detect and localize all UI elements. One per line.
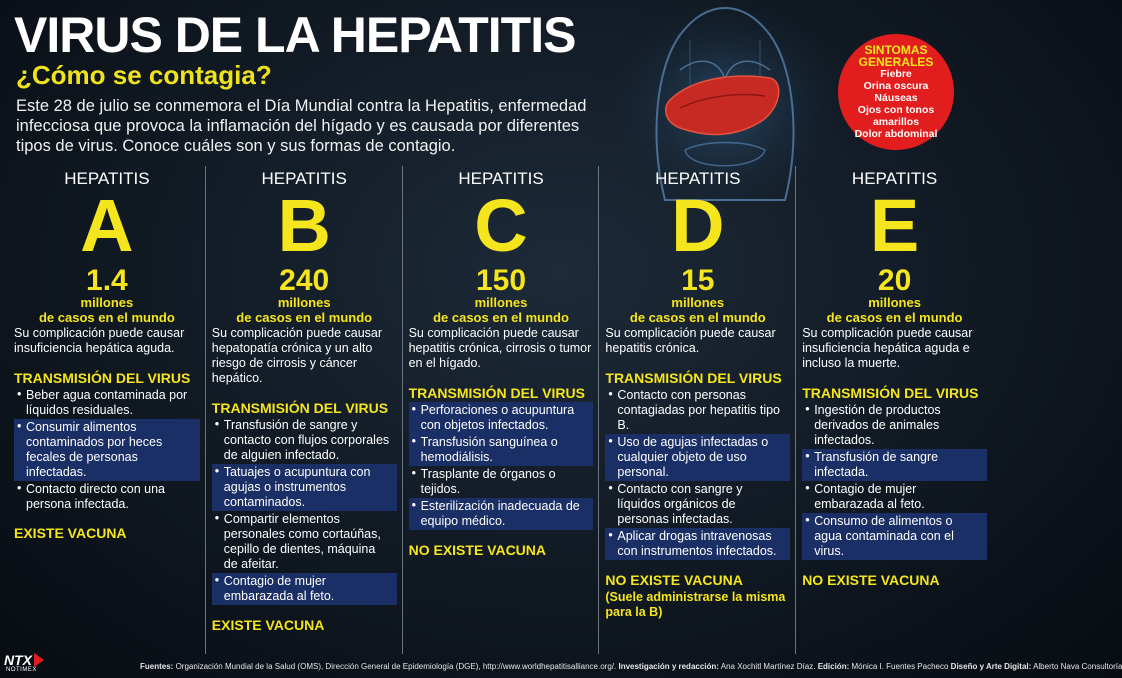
symptom-item: Orina oscura [863, 80, 929, 92]
transmission-item: • Consumir alimentos contaminados por heces fecales de personas infectadas. [14, 419, 200, 481]
transmission-title: TRANSMISIÓN DEL VIRUS [14, 370, 191, 386]
transmission-title: TRANSMISIÓN DEL VIRUS [802, 385, 979, 401]
hepatitis-letter: E [869, 184, 920, 267]
hepatitis-label: HEPATITIS [261, 169, 347, 188]
vaccine-status: EXISTE VACUNA [211, 617, 325, 633]
transmission-item: • Contacto con personas contagiadas por hepatitis tipo B. [605, 387, 790, 434]
transmission-item: • Transfusión de sangre y contacto con flujos corporales de alguien infectado. [212, 417, 397, 464]
complication-text: Su complicación puede causar hepatitis crónica. [605, 326, 776, 355]
complication-text: Su complicación puede causar insuficiencia hepática aguda. [14, 326, 185, 355]
transmission-item: • Transfusión de sangre infectada. [802, 449, 987, 481]
sources-text: Organización Mundial de la Salud (OMS), Dirección General de Epidemiología (DGE), http://www.worldhepatitisalliance.org/. [175, 662, 617, 671]
hepatitis-label: HEPATITIS [851, 169, 938, 188]
cases-number: 150 [475, 264, 527, 297]
transmission-title: TRANSMISIÓN DEL VIRUS [408, 385, 585, 401]
transmission-item: • Contacto con sangre y líquidos orgánicos de personas infectadas. [605, 481, 790, 528]
transmission-item: • Contagio de mujer embarazada al feto. [802, 481, 987, 513]
credits-line [140, 662, 1122, 671]
transmission-item: • Ingestión de productos derivados de animales infectados. [802, 402, 987, 449]
transmission-item: • Consumo de alimentos o agua contaminada con el virus. [802, 513, 987, 560]
hepatitis-label: HEPATITIS [458, 169, 544, 188]
hepatitis-letter: C [474, 184, 528, 267]
transmission-item: • Compartir elementos personales como cortaúñas, cepillo de dientes, máquina de afeitar. [212, 511, 397, 573]
column-hepatitis-e [795, 166, 992, 654]
research-text: Ana Xochitl Martínez Díaz. [720, 662, 816, 671]
vaccine-status: NO EXISTE VACUNA [802, 572, 940, 588]
cases-text: de casos en el mundo [38, 310, 175, 325]
research-label: Investigación y redacción: [618, 662, 719, 671]
complication-text: Su complicación puede causar insuficiencia hepática aguda e incluso la muerte. [802, 326, 973, 370]
cases-unit: millones [474, 295, 528, 310]
symptom-item: Ojos con tonos amarillos [857, 104, 935, 128]
transmission-item: • Perforaciones o acupuntura con objetos infectados. [409, 402, 594, 434]
cases-number: 15 [681, 264, 715, 297]
transmission-title: TRANSMISIÓN DEL VIRUS [605, 370, 782, 386]
page-title: VIRUS DE LA HEPATITIS [14, 7, 576, 63]
transmission-list [409, 402, 594, 530]
vaccine-status: NO EXISTE VACUNA [408, 542, 547, 558]
cases-text: de casos en el mundo [236, 310, 373, 325]
cases-text: de casos en el mundo [433, 310, 569, 325]
hepatitis-columns [8, 166, 992, 654]
hepatitis-letter: D [671, 184, 725, 267]
complication-text: Su complicación puede causar hepatopatía crónica y un alto riesgo de cirrosis y cáncer hepático. [211, 326, 383, 385]
page-subtitle: ¿Cómo se contagia? [16, 60, 272, 90]
transmission-list [14, 387, 200, 513]
column-hepatitis-b [205, 166, 402, 654]
symptom-item: Dolor abdominal [854, 128, 938, 140]
transmission-item: • Aplicar drogas intravenosas con instrumentos infectados. [605, 528, 790, 560]
cases-unit: millones [868, 295, 921, 310]
cases-text: de casos en el mundo [629, 310, 766, 325]
transmission-item: • Tatuajes o acupuntura con agujas o instrumentos contaminados. [212, 464, 397, 511]
column-hepatitis-d [598, 166, 795, 654]
ntx-logo-arrow-icon [34, 653, 44, 667]
transmission-title: TRANSMISIÓN DEL VIRUS [211, 400, 389, 416]
hepatitis-label: HEPATITIS [655, 169, 741, 188]
transmission-item: • Trasplante de órganos o tejidos. [409, 466, 594, 498]
transmission-item: • Esterilización inadecuada de equipo médico. [409, 498, 594, 530]
intro-text: Este 28 de julio se conmemora el Día Mundial contra la Hepatitis, enfermedad infecciosa que provoca la inflamación del hígado y es causada por diferentes tipos de virus. Conoce cuáles son y sus formas de contagio. [16, 97, 587, 155]
hepatitis-letter: A [80, 184, 134, 267]
ntx-logo [4, 652, 48, 674]
edition-text: Mónica I. Fuentes Pacheco [851, 662, 949, 671]
symptom-item: Náuseas [874, 92, 918, 104]
hepatitis-label: HEPATITIS [64, 169, 150, 188]
transmission-item: • Uso de agujas infectadas o cualquier objeto de uso personal. [605, 434, 790, 481]
cases-number: 20 [877, 264, 912, 297]
transmission-item: • Transfusión sanguínea o hemodiálisis. [409, 434, 594, 466]
symptoms-badge [838, 34, 954, 150]
vaccine-status: NO EXISTE VACUNA [605, 572, 743, 588]
edition-label: Edición: [817, 662, 850, 671]
transmission-list [605, 387, 790, 560]
logo-sub-text: NOTIMEX [6, 667, 37, 673]
vaccine-status: EXISTE VACUNA [14, 525, 127, 541]
cases-unit: millones [671, 295, 725, 310]
cases-number: 240 [279, 264, 330, 297]
logo-main-text: NTX [4, 652, 32, 668]
transmission-item: • Beber agua contaminada por líquidos residuales. [14, 387, 200, 419]
complication-text: Su complicación puede causar hepatitis crónica, cirrosis o tumor en el hígado. [408, 326, 592, 370]
column-hepatitis-a [8, 166, 205, 654]
sources-label: Fuentes: [140, 662, 174, 671]
design-text: Alberto Nava Consultoría [1033, 662, 1122, 671]
symptom-item: Fiebre [880, 68, 912, 80]
symptoms-title: SINTOMAS GENERALES [858, 43, 934, 69]
transmission-list [212, 417, 397, 605]
cases-unit: millones [80, 295, 134, 310]
transmission-item: • Contagio de mujer embarazada al feto. [212, 573, 397, 605]
vaccine-note: (Suele administrarse la misma para la B) [605, 590, 786, 619]
transmission-item: • Contacto directo con una persona infectada. [14, 481, 200, 513]
cases-unit: millones [277, 295, 331, 310]
cases-number: 1.4 [86, 264, 128, 297]
cases-text: de casos en el mundo [826, 310, 963, 325]
transmission-list [802, 402, 987, 560]
hepatitis-letter: B [277, 184, 331, 267]
design-label: Diseño y Arte Digital: [950, 662, 1032, 671]
column-hepatitis-c [402, 166, 599, 654]
